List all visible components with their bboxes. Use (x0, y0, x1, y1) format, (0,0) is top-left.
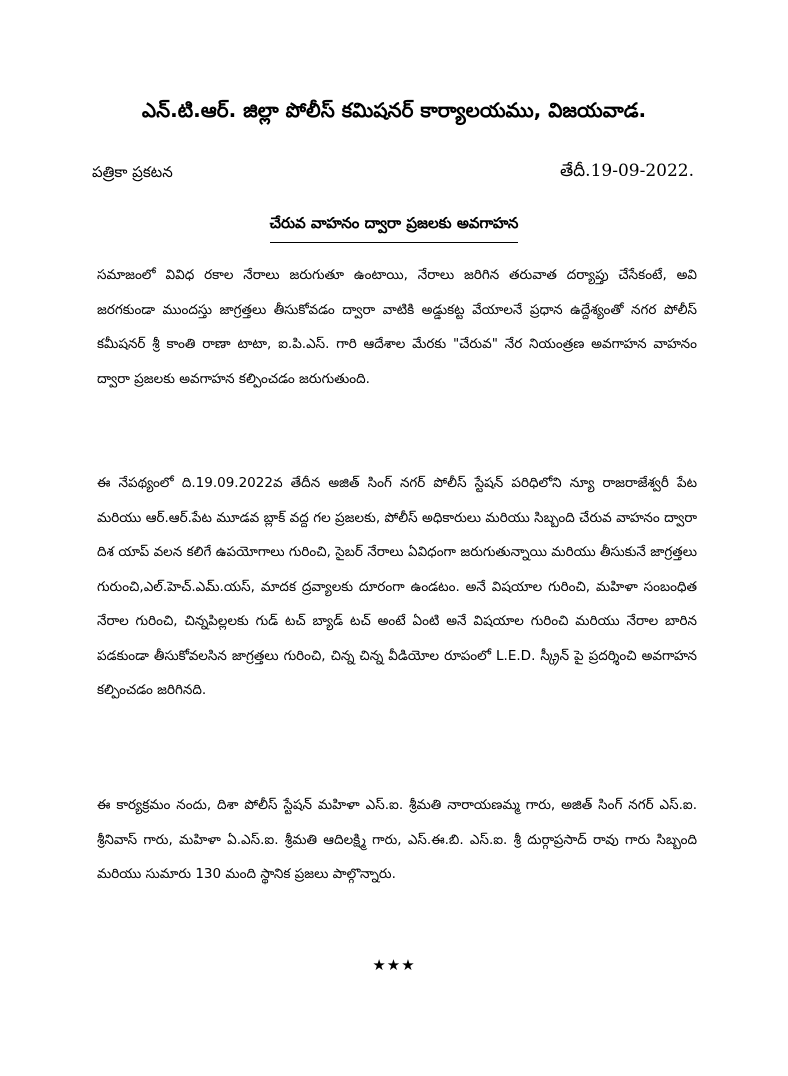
end-marker-stars: ★★★ (372, 956, 416, 974)
subject-text: చేరువ వాహనం ద్వారా ప్రజలకు అవగాహన (270, 214, 519, 243)
release-date: తేదీ.19-09-2022. (559, 161, 694, 181)
office-title: ఎన్.టి.ఆర్. జిల్లా పోలీస్ కమిషనర్ కార్యాలయము, విజయవాడ. (141, 98, 647, 122)
paragraph-text: ఈ నేపథ్యంలో ది.19.09.2022వ తేదీన అజిత్ సింగ్ నగర్ పోలీస్ స్టేషన్ పరిధిలోని న్యూ రాజరాజేశ్వరీ పేట మరియు ఆర్.ఆర్.పేట మూడవ బ్లాక్ వద్ద గల ప్రజలకు, పోలీస్ అధికారులు మరియు సిబ్బంది చేరువ వాహనం ద్వారా దిశ యాప్ వలన కలిగే ఉపయోగాలు గురించి, సైబర్ నేరాలు ఏవిధంగా జరుగుతున్నాయి మరియు తీసుకునే జాగ్రత్తలు గురుంచి,ఎల్.హెచ్.ఎమ్.యస్, మాదక ద్రవ్యాలకు దూరంగా ఉండటం. అనే విషయాల గురించి, మహిళా సంబంధిత నేరాల గురించి, చిన్నపిల్లలకు గుడ్ టచ్ బ్యాడ్ టచ్ అంటే ఏంటి అనే విషయాల గురించి మరియు నేరాల బారిన పడకుండా తీసుకోవలసిన జాగ్రత్తలు గురించి, చిన్న చిన్న వీడియోల రూపంలో L.E.D. స్క్రీన్ పై ప్రదర్శించి అవగాహన కల్పించడం జరిగినది. (97, 475, 697, 698)
body-paragraph-2 (97, 466, 697, 708)
body-paragraph-3 (97, 788, 697, 892)
body-paragraph-1 (97, 258, 697, 396)
paragraph-text: ఈ కార్యక్రమం నందు, దిశా పోలీస్ స్టేషన్ మహిళా ఎస్.ఐ. శ్రీమతి నారాయణమ్మ గారు, అజిత్ సింగ్ నగర్ ఎస్.ఐ. శ్రీనివాస్ గారు, మహిళా ఏ.ఎస్.ఐ. శ్రీమతి ఆదిలక్ష్మి గారు, ఎస్.ఈ.బి. ఎస్.ఐ. శ్రీ దుర్గాప్రసాద్ రావు గారు సిబ్బంది మరియు సుమారు 130 మంది స్థానిక ప్రజలు పాల్గొన్నారు. (97, 797, 697, 882)
subject-line (0, 213, 788, 243)
paragraph-text: సమాజంలో వివిధ రకాల నేరాలు జరుగుతూ ఉంటాయి, నేరాలు జరిగిన తరువాత దర్యాప్తు చేసేకంటే, అవి జరగకుండా ముందస్తు జాగ్రత్తలు తీసుకోవడం ద్వారా వాటికి అడ్డుకట్ట వేయాలనే ప్రధాన ఉద్దేశ్యంతో నగర పోలీస్ కమీషనర్ శ్రీ కాంతి రాణా టాటా, ఐ.పి.ఎస్. గారి ఆదేశాల మేరకు "చేరువ" నేర నియంత్రణ అవగాహన వాహనం ద్వారా ప్రజలకు అవగాహన కల్పించడం జరుగుతుంది. (97, 267, 697, 387)
document-type: పత్రికా ప్రకటన (92, 163, 173, 181)
